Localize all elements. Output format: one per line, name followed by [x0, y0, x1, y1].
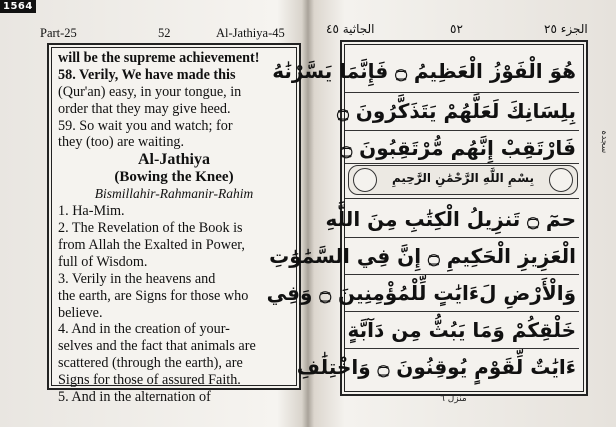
line-rule [345, 311, 579, 312]
verse-line: scattered (through the earth), are [58, 355, 243, 372]
text-line: 58. Verily, We have made this [58, 66, 236, 83]
text-line: 59. So wait you and watch; for [58, 117, 233, 134]
text-line: (Qur'an) easy, in your tongue, in [58, 83, 242, 100]
arabic-line: حمٓ ۝ تَنزِيلُ الْكِتَٰبِ مِنَ اللَّهِ [325, 207, 576, 231]
line-rule [345, 237, 579, 238]
arabic-line: وَالْأَرْضِ لَءَايَٰتٍ لِّلْمُؤْمِنِينَ ۝ وَفِي [266, 281, 576, 305]
surah-subtitle: (Bowing the Knee) [114, 169, 234, 186]
verse-line: Signs for those of assured Faith. [58, 372, 241, 389]
verse-line: selves and the fact that animals are [58, 338, 256, 355]
arabic-surah-label: الجاثية ٤٥ [326, 22, 375, 36]
arabic-line: فَارْتَقِبْ إِنَّهُم مُّرْتَقِبُونَ ۝ [340, 136, 576, 160]
line-rule [345, 348, 579, 349]
verse-line: full of Wisdom. [58, 253, 148, 270]
arabic-line: ءَايَٰتٌ لِّقَوْمٍ يُوقِنُونَ ۝ وَاخْتِلَٰفِ [296, 355, 576, 379]
surah-title: Al-Jathiya [138, 151, 210, 169]
left-page-number: 52 [158, 26, 171, 40]
left-page-header [40, 26, 294, 42]
verse-line: 4. And in the creation of your- [58, 321, 230, 338]
margin-note: سجدہ [599, 130, 609, 154]
verse-line: 5. And in the alternation of [58, 389, 211, 406]
arabic-line: هُوَ الْفَوْزُ الْعَظِيمُ ۝ فَإِنَّمَا يَسَّرْنَٰهُ [272, 59, 576, 83]
scan-number: 1564 [0, 0, 36, 13]
verse-line: 2. The Revelation of the Book is [58, 220, 243, 237]
line-rule [345, 274, 579, 275]
arabic-line: الْعَزِيزِ الْحَكِيمِ ۝ إِنَّ فِي السَّمَٰوَٰتِ [269, 244, 576, 268]
line-rule [345, 92, 579, 93]
verse-line: the earth, are Signs for those who [58, 287, 249, 304]
verse-line: 1. Ha-Mim. [58, 203, 125, 220]
bismillah-banner [348, 165, 578, 195]
arabic-page-number: ٥٢ [450, 22, 463, 36]
arabic-line: خَلْقِكُمْ وَمَا يَبُثُّ مِن دَآبَّةٍ [347, 318, 576, 342]
text-line: order that they may give heed. [58, 100, 231, 117]
line-rule [345, 130, 579, 131]
verse-line: from Allah the Exalted in Power, [58, 237, 245, 254]
line-rule [345, 198, 579, 199]
arabic-part-label: الجزء ٢٥ [544, 22, 588, 36]
arabic-line: بِلِسَانِكَ لَعَلَّهُمْ يَتَذَكَّرُونَ ۝ [337, 99, 576, 123]
text-line: they (too) are waiting. [58, 134, 185, 151]
part-label: Part-25 [40, 26, 77, 40]
right-page-header [322, 22, 602, 40]
verse-line: believe. [58, 304, 103, 321]
bismillah-transliteration: Bismillahir-Rahmanir-Rahim [94, 186, 254, 202]
manzil-marker: منزل ٦ [440, 394, 467, 404]
verse-line: 3. Verily in the heavens and [58, 270, 216, 287]
text-line: will be the supreme achievement! [58, 50, 260, 66]
line-rule [345, 163, 579, 164]
bismillah-arabic: بِسْمِ اللَّهِ الرَّحْمَٰنِ الرَّحِيمِ [391, 171, 535, 185]
left-page-text [58, 50, 290, 406]
surah-label: Al-Jathiya-45 [216, 26, 285, 40]
